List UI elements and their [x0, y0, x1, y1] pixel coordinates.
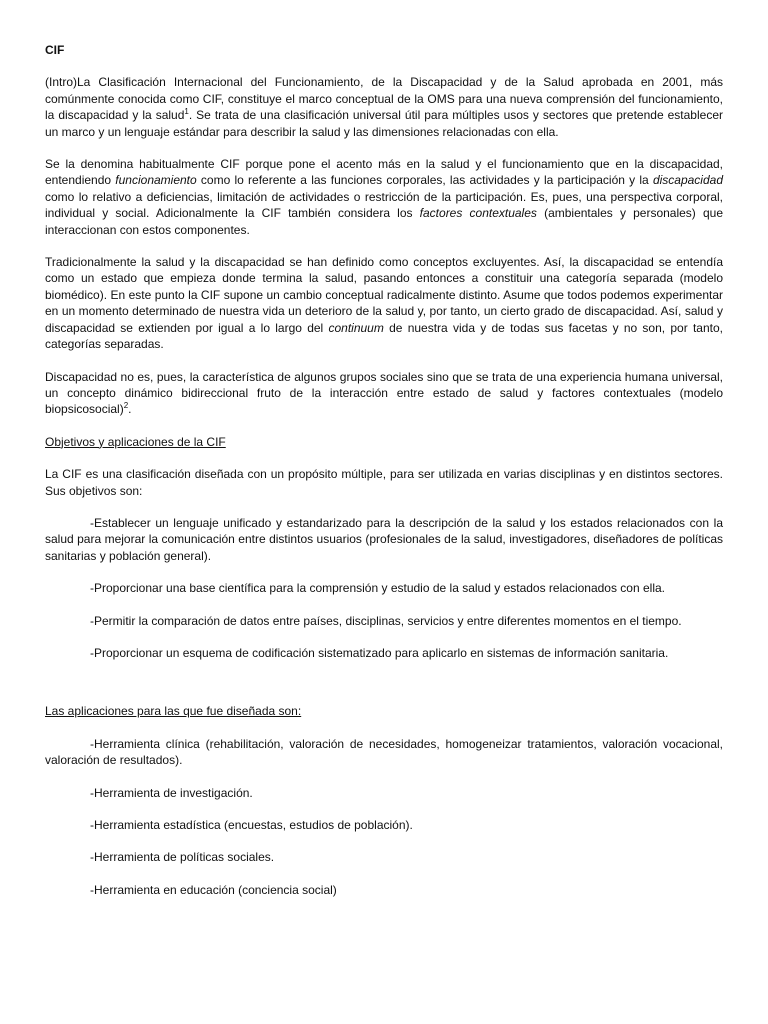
term-funcionamiento: funcionamiento: [115, 173, 197, 188]
paragraph-intro-text-b: . Se trata de una clasificación universal útil para múltiples usos y sectores que pretende establecer un marco y un lenguaje estándar para describir la salud y las dimensiones relacionadas con ella.: [45, 108, 723, 139]
section-heading-applications: Las aplicaciones para las que fue diseñada son:: [45, 704, 302, 719]
application-item: -Herramienta de investigación.: [90, 785, 253, 800]
paragraph-disability-text-a: Discapacidad no es, pues, la característica de algunos grupos sociales sino que se trata de una experiencia humana universal, un concepto dinámico bidireccional fruto de la interacción entre estado de salud y factores contextuales (modelo biopsicosocial): [45, 369, 723, 417]
objective-item: -Permitir la comparación de datos entre países, disciplinas, servicios y entre diferentes momentos en el tiempo.: [90, 613, 682, 628]
paragraph-tradition-text-a: Tradicionalmente la salud y la discapacidad se han definido como conceptos excluyentes. Así, la discapacidad se entendía como un estado que empieza donde termina la salud, pasando entonces a constituir una categoría separada (modelo biomédico). En este punto la CIF supone un cambio conceptual radicalmente distinto. Asume que todos podemos experimentar en un momento determinado de nuestra vida un deterioro de la salud y, por tanto, un cierto grado de discapacidad. Así, salud y discapacidad se extienden por igual a lo largo del: [45, 255, 723, 335]
application-item: -Herramienta en educación (conciencia social): [90, 882, 337, 897]
objective-item: -Proporcionar un esquema de codificación sistematizado para aplicarlo en sistemas de información sanitaria.: [90, 645, 669, 660]
section-heading-objectives: Objetivos y aplicaciones de la CIF: [45, 434, 226, 449]
paragraph-definition-text-c: como lo relativo a deficiencias, limitación de actividades o restricción de la participación. Es, pues, una perspectiva corporal, individual y social. Adicionalmente la CIF también considera los: [45, 189, 723, 221]
paragraph-definition: [45, 156, 723, 238]
term-discapacidad: discapacidad: [652, 173, 723, 188]
footnote-ref-1: 1: [184, 107, 189, 117]
paragraph-definition-text-a: Se la denomina habitualmente CIF porque pone el acento más en la salud y el funcionamiento que en la discapacidad, entendiendo: [45, 157, 723, 188]
document-title: CIF: [45, 43, 65, 57]
paragraph-definition-text-d: (ambientales y personales) que interaccionan con estos componentes.: [45, 206, 723, 237]
paragraph-tradition-text-b: de nuestra vida y de todas sus facetas y no son, por tanto, categorías separadas.: [45, 320, 723, 352]
application-item: -Herramienta de políticas sociales.: [90, 850, 275, 865]
application-item: -Herramienta estadística (encuestas, estudios de población).: [90, 818, 413, 832]
term-factores-contextuales: factores contextuales: [419, 206, 537, 221]
paragraph-disability: [45, 369, 723, 418]
term-continuum: continuum: [328, 320, 384, 335]
paragraph-intro-text-a: (Intro)La Clasificación Internacional del Funcionamiento, de la Discapacidad y de la Salud aprobada en 2001, más comúnmente conocida como CIF, constituye el marco conceptual de la OMS para una nueva comprensión del funcionamiento, la discapacidad y la salud: [45, 75, 723, 123]
application-item: -Herramienta clínica (rehabilitación, valoración de necesidades, homogeneizar tratamientos, valoración vocacional, valoración de resultados).: [45, 736, 723, 768]
paragraph-intro: [45, 74, 723, 140]
paragraph-definition-text-b: como lo referente a las funciones corporales, las actividades y la participación y la: [196, 173, 653, 188]
paragraph-objectives-intro: La CIF es una clasificación diseñada con un propósito múltiple, para ser utilizada en varias disciplinas y en distintos sectores. Sus objetivos son:: [45, 467, 723, 498]
objective-item: -Establecer un lenguaje unificado y estandarizado para la descripción de la salud y los estados relacionados con la salud para mejorar la comunicación entre distintos usuarios (profesionales de la salud, investigadores, diseñadores de políticas sanitarias y población general).: [45, 515, 723, 563]
footnote-ref-2: 2: [123, 401, 129, 411]
paragraph-disability-text-b: .: [128, 402, 132, 417]
paragraph-tradition: [45, 254, 723, 352]
objective-item: -Proporcionar una base científica para la comprensión y estudio de la salud y estados relacionados con ella.: [90, 581, 666, 596]
